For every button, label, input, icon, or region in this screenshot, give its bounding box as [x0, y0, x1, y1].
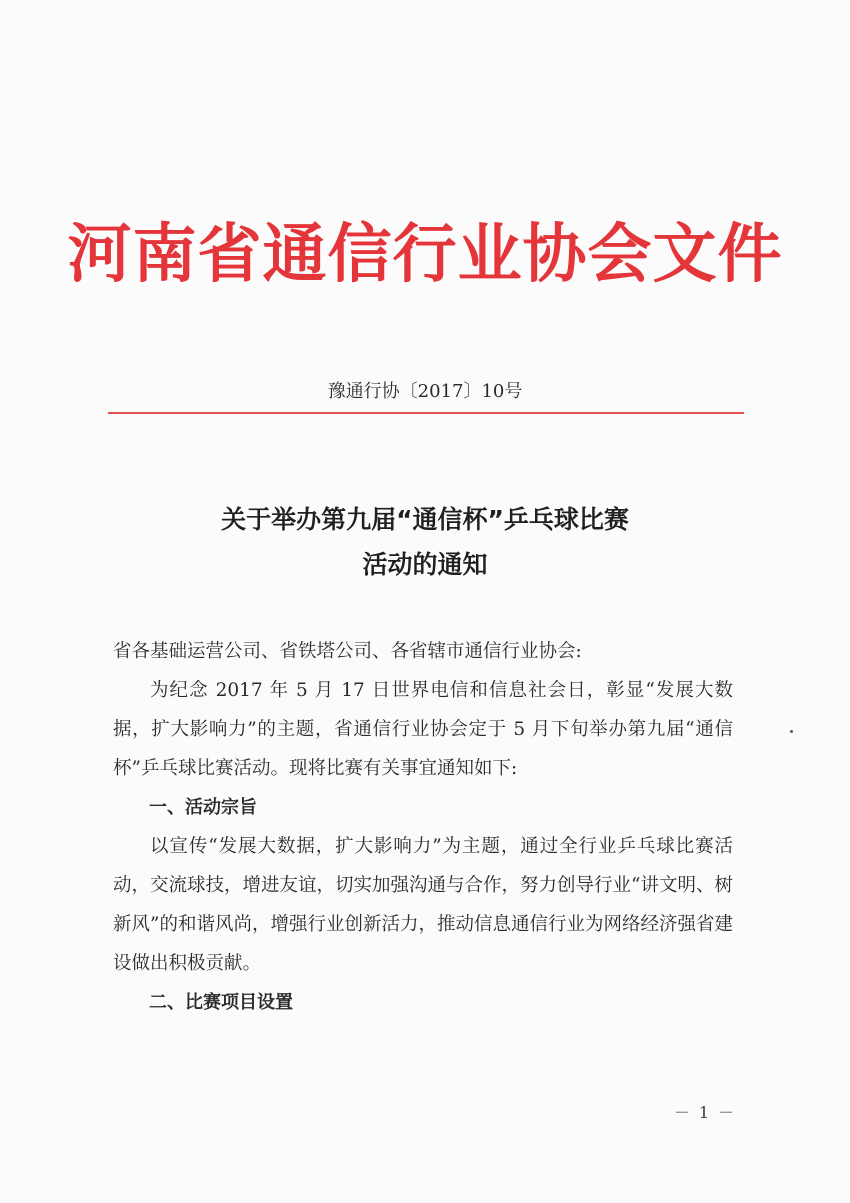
document-header-title: 河南省通信行业协会文件: [67, 217, 783, 292]
notice-body: [113, 632, 733, 1022]
scan-speck: [790, 730, 793, 733]
header-divider: [108, 412, 744, 414]
section-heading-events: 二、比赛项目设置: [149, 992, 293, 1013]
intro-paragraph: 为纪念 2017 年 5 月 17 日世界电信和信息社会日，彰显“发展大数据，扩大影响力”的主题，省通信行业协会定于 5 月下旬举办第九届“通信杯”乒乓球比赛活动。现将比赛有关事宜通知如下:: [113, 680, 733, 779]
page-number: － 1 －: [673, 1103, 737, 1122]
notice-title-line-1: 关于举办第九届“通信杯”乒乓球比赛: [221, 505, 629, 534]
notice-title-line-2: 活动的通知: [362, 550, 488, 579]
notice-title: [0, 497, 850, 587]
purpose-paragraph: 以宣传“发展大数据，扩大影响力”为主题，通过全行业乒乓球比赛活动，交流球技，增进友谊，切实加强沟通与合作，努力创导行业“讲文明、树新风”的和谐风尚，增强行业创新活力，推动信息通信行业为网络经济强省建设做出积极贡献。: [113, 836, 733, 974]
section-heading-purpose: 一、活动宗旨: [149, 797, 257, 818]
document-number: 豫通行协〔2017〕10号: [327, 381, 523, 402]
salutation: 省各基础运营公司、省铁塔公司、各省辖市通信行业协会:: [113, 641, 582, 662]
